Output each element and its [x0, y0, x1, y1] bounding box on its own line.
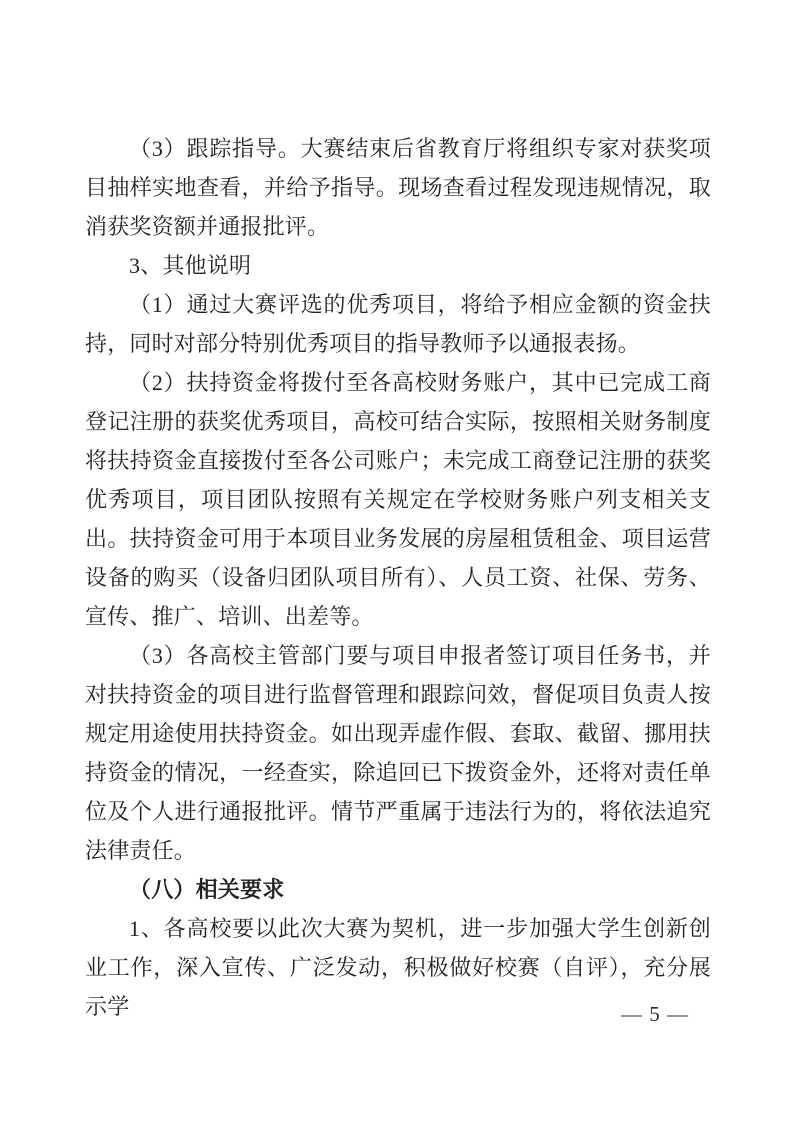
- paragraph-tracking-guidance: （3）跟踪指导。大赛结束后省教育厅将组织专家对获奖项目抽样实地查看，并给予指导。现场查看过程发现违规情况，取消获奖资额并通报批评。: [85, 136, 711, 239]
- paragraph-requirement-1: 1、各高校要以此次大赛为契机，进一步加强大学生创新创业工作，深入宣传、广泛发动，积极做好校赛（自评），充分展示学: [85, 916, 711, 1019]
- subheading-other-notes: 3、其他说明: [129, 253, 252, 278]
- page-number: — 5 —: [621, 1002, 689, 1026]
- section-heading-related-requirements: （八）相关要求: [129, 877, 285, 902]
- paragraph-funding-transfer-and-usage: （2）扶持资金将拨付至各高校财务账户，其中已完成工商登记注册的获奖优秀项目，高校可结合实际，按照相关财务制度将扶持资金直接拨付至各公司账户；未完成工商登记注册的获奖优秀项目，项目团队按照有关规定在学校财务账户列支相关支出。扶持资金可用于本项目业务发展的房屋租赁租金、项目运营设备的购买（设备归团队项目所有）、人员工资、社保、劳务、宣传、推广、培训、出差等。: [85, 370, 711, 629]
- paragraph-funding-award: （1）通过大赛评选的优秀项目，将给予相应金额的资金扶持，同时对部分特别优秀项目的指导教师予以通报表扬。: [85, 292, 711, 356]
- paragraph-supervision-and-penalty: （3）各高校主管部门要与项目申报者签订项目任务书，并对扶持资金的项目进行监督管理和跟踪问效，督促项目负责人按规定用途使用扶持资金。如出现弄虚作假、套取、截留、挪用扶持资金的情况，一经查实，除追回已下拨资金外，还将对责任单位及个人进行通报批评。情节严重属于违法行为的，将依法追究法律责任。: [85, 643, 711, 863]
- document-body: [85, 129, 711, 1026]
